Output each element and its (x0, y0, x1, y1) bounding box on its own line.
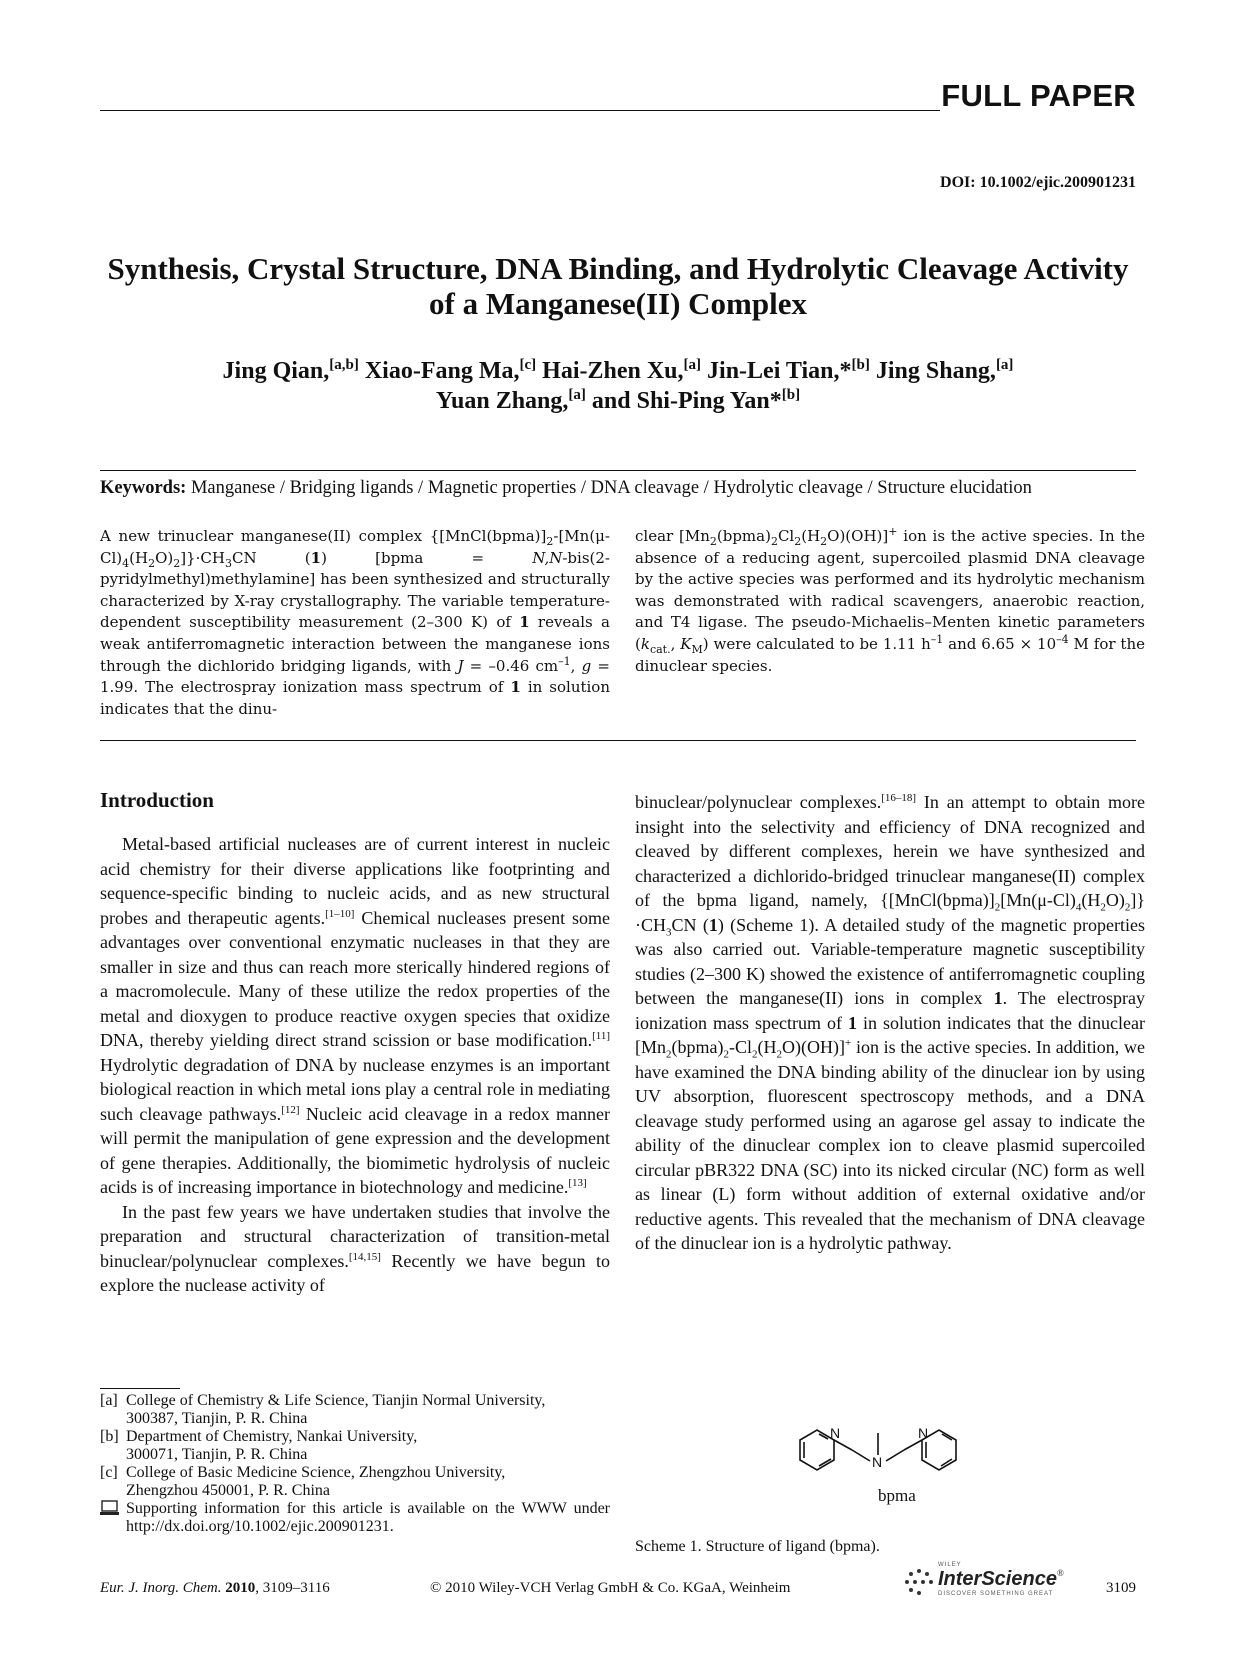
affiliation-mark: [a] (995, 357, 1014, 373)
atom-n: N (872, 1454, 883, 1470)
author: Shi-Ping Yan* (636, 388, 782, 414)
author: Hai-Zhen Xu, (542, 358, 684, 384)
keywords-text: Manganese / Bridging ligands / Magnetic properties / DNA cleavage / Hydrolytic cleavage / Structure elucidation (190, 478, 1032, 498)
footnote-c: [c] College of Basic Medicine Science, Zhengzhou University, Zhengzhou 450001, P. R. China (100, 1464, 506, 1499)
footnote-rule (100, 1388, 180, 1389)
affiliation-mark: [b] (781, 387, 801, 403)
keywords-label: Keywords: (100, 478, 187, 498)
author-conjunction: and (591, 388, 631, 414)
citation[interactable]: [1–10] (325, 907, 355, 920)
affiliation-mark: [a] (568, 387, 586, 403)
citation[interactable]: [13] (568, 1177, 587, 1189)
author: Jing Shang, (875, 358, 996, 384)
intro-column-left (100, 832, 610, 1298)
citation[interactable]: [14,15] (348, 1250, 381, 1263)
title-line-1: Synthesis, Crystal Structure, DNA Binding, and Hydrolytic Cleavage Activity (107, 251, 1129, 286)
computer-icon (100, 1500, 126, 1536)
abstract-rule (100, 740, 1136, 741)
atom-n: N (918, 1425, 929, 1441)
author: Jin-Lei Tian,* (707, 358, 852, 384)
paper-title (100, 251, 1136, 321)
footnote-supporting-info: Supporting information for this article is available on the WWW under http://dx.doi.org/10.1002/ejic.200901231. (100, 1500, 610, 1536)
citation[interactable]: [12] (281, 1103, 300, 1116)
title-line-2: of a Manganese(II) Complex (429, 286, 807, 321)
logo-tagline: DISCOVER SOMETHING GREAT (938, 1591, 1054, 1597)
abstract-right: clear $[Mn_2(bpma)_2Cl_2(H_2O)(OH)]^+$ ion is the active species. In the absence of a reducing agent, supercoiled plasmid DNA cleavage by the active species was performed and its hydrolytic mechanism was demonstrated with radical scavengers, anaerobic reaction, and T4 ligase. The pseudo-Michaelis–Menten kinetic parameters ($k_{cat.}$, $K_M$) were calculated to be 1.11 $h^{-1}$ and $6.65 \times 10^{-4}$ M for the dinuclear species. (635, 525, 1145, 675)
author-line-2 (100, 386, 1136, 416)
keywords-rule (100, 470, 1136, 471)
atom-n: N (830, 1425, 841, 1441)
affiliation-mark: [c] (519, 357, 537, 373)
logo-wordmark: InterScience (938, 1568, 1057, 1590)
scheme-ligand-label: bpma (878, 1486, 916, 1505)
dots-icon (902, 1566, 936, 1600)
keywords (100, 478, 1136, 499)
footnote-a: [a] College of Chemistry & Life Science, Tianjin Normal University, 300387, Tianjin, P. R. China (100, 1392, 546, 1427)
scheme-caption: Scheme 1. Structure of ligand (bpma). (635, 1538, 880, 1555)
section-label: FULL PAPER (941, 78, 1136, 113)
copyright: © 2010 Wiley-VCH Verlag GmbH & Co. KGaA, Weinheim (430, 1580, 791, 1596)
affiliation-mark: [a,b] (329, 357, 359, 373)
author: Xiao-Fang Ma, (364, 358, 520, 384)
bpma-structure (790, 1405, 1020, 1485)
author-list (100, 356, 1136, 416)
author-line-1 (100, 356, 1136, 386)
footnote-b: [b] Department of Chemistry, Nankai University, 300071, Tianjin, P. R. China (100, 1428, 418, 1463)
citation[interactable]: [16–18] (881, 792, 917, 804)
affiliations (100, 1392, 610, 1536)
abstract-left: A new trinuclear manganese(II) complex $\{[MnCl(bpma)]_2-[Mn(\mu-Cl)_4(H_2O)_2]\}\cdot CH_3CN$ (1) [bpma = N,N-bis(2-pyridylmethyl)methylamine] has been synthesized and structurally characterized by X-ray crystallography. The variable temperature-dependent susceptibility measurement (2–300 K) of 1 reveals a weak antiferromagnetic interaction between the manganese ions through the dichlorido bridging ligands, with J = –0.46 $cm^{-1}$, g = 1.99. The electrospray ionization mass spectrum of 1 in solution indicates that the dinu- (100, 527, 610, 718)
paragraph: In the past few years we have undertaken studies that involve the preparation and structural characterization of transition-metal binuclear/polynuclear complexes.[14,15] Recently we have begun to explore the nuclease activity of (100, 1201, 611, 1295)
journal-citation: Eur. J. Inorg. Chem. 2010, 3109–3116 (100, 1580, 330, 1596)
author: Yuan Zhang, (435, 388, 569, 414)
intro-column-right (635, 790, 1145, 1256)
author: Jing Qian, (222, 358, 330, 384)
section-heading-introduction: Introduction (100, 788, 214, 812)
page-number: 3109 (1106, 1580, 1136, 1596)
affiliation-mark: [b] (851, 357, 870, 373)
doi[interactable]: DOI: 10.1002/ejic.200901231 (940, 174, 1136, 191)
paragraph: Metal-based artificial nucleases are of current interest in nucleic acid chemistry for their diverse applications like footprinting and sequence-specific binding to nucleic acids, and as new structural probes and therapeutic agents.[1–10] Chemical nucleases present some advantages over conventional enzymatic nucleases in that they are smaller in size and thus can reach more sterically hindered regions of a macromolecule. Many of these utilize the redox properties of the metal and dioxygen to produce reactive oxygen species that oxidize DNA, thereby yielding direct strand scission or base modification.[11] Hydrolytic degradation of DNA by nuclease enzymes is an important biological reaction in which metal ions play a central role in mediating such cleavage pathways.[12] Nucleic acid cleavage in a redox manner will permit the manipulation of gene expression and the development of gene therapies. Additionally, the biomimetic hydrolysis of nucleic acids is of increasing importance in biotechnology and medicine.[13] (100, 834, 611, 1197)
citation[interactable]: [11] (592, 1030, 610, 1042)
affiliation-mark: [a] (683, 357, 702, 373)
logo-wiley: WILEY (938, 1562, 962, 1568)
header-rule (100, 110, 940, 111)
paragraph: binuclear/polynuclear complexes.[16–18] In an attempt to obtain more insight into the selectivity and efficiency of DNA recognized and cleaved by different complexes, herein we have synthesized and characterized a dichlorido-bridged trinuclear manganese(II) complex of the bpma ligand, namely, $\{[MnCl(bpma)]_2[Mn(\mu-Cl)_4(H_2O)_2]\}\cdot CH_3CN$ (1) (Scheme 1). A detailed study of the magnetic properties was also carried out. Variable-temperature magnetic susceptibility studies (2–300 K) showed the existence of antiferromagnetic coupling between the manganese(II) ions in complex 1. The electrospray ionization mass spectrum of 1 in solution indicates that the dinuclear $[Mn_2(bpma)_2-Cl_2(H_2O)(OH)]^+$ ion is the active species. In addition, we have examined the DNA binding ability of the dinuclear ion by using UV absorption, fluorescent spectroscopy methods, and a DNA cleavage study performed using an agarose gel assay to indicate the ability of the dinuclear complex ion to cleave plasmid supercoiled circular pBR322 DNA (SC) into its nicked circular (NC) form as well as linear (L) form without addition of external oxidative and/or reductive agents. This revealed that the mechanism of DNA cleavage of the dinuclear ion is a hydrolytic pathway. (635, 792, 1145, 1253)
